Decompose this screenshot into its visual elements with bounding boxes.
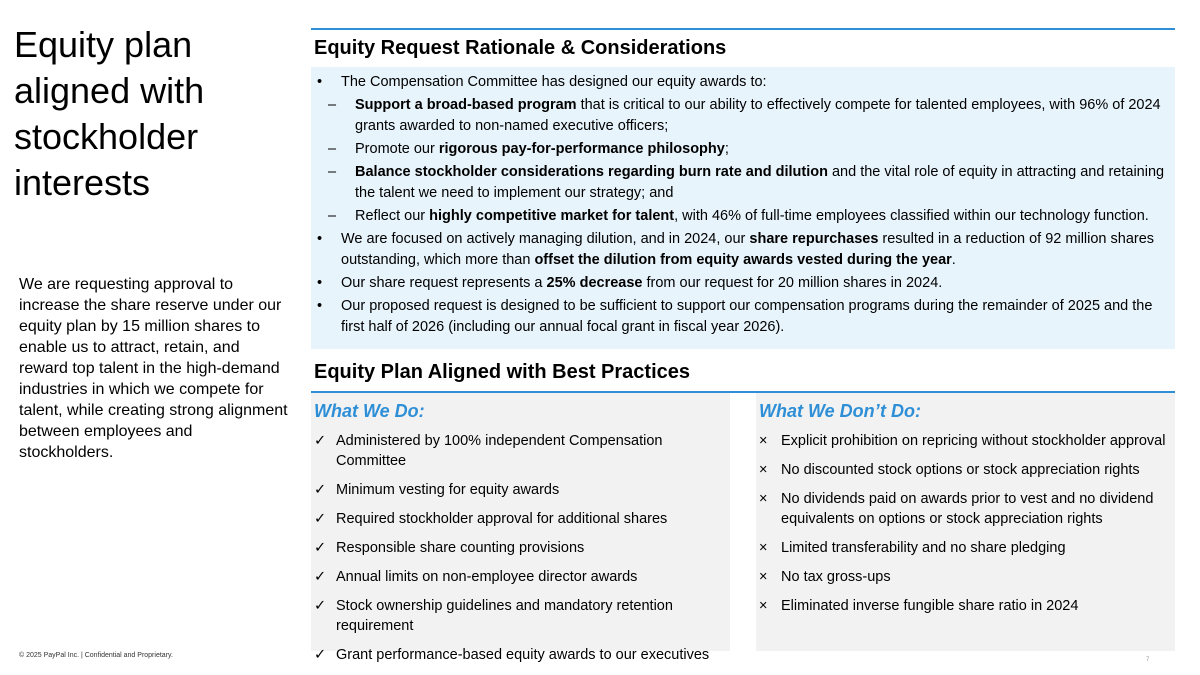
list-item (756, 431, 1175, 451)
list-item (311, 509, 730, 529)
bullet-text: Reflect our (355, 208, 430, 224)
item-text: No dividends paid on awards prior to vest and no dividend equivalents on options or stock appreciation rights (781, 491, 1154, 527)
emphasis-text: rigorous pay-for-performance philosophy (438, 141, 725, 157)
list-item (311, 538, 730, 558)
rationale-list (311, 72, 1167, 338)
section-divider (311, 28, 1175, 30)
dash-marker: – (328, 97, 337, 113)
item-text: Grant performance-based equity awards to our executives (336, 647, 710, 663)
best-practices-heading: Equity Plan Aligned with Best Practices (314, 361, 691, 383)
item-text: Required stockholder approval for additional shares (336, 511, 668, 527)
what-we-do-heading: What We Do: (314, 401, 425, 421)
cross-icon: × (759, 491, 768, 507)
page-number: 7 (1146, 657, 1150, 663)
emphasis-text: 25% decrease (546, 275, 643, 291)
list-item (311, 480, 730, 500)
what-we-dont-do-list (756, 431, 1175, 625)
bullet-text: and the vital role of equity in attracting and retaining the talent we need to implement our strategy; and (355, 164, 1165, 201)
emphasis-text: Support a broad-based program (355, 97, 577, 113)
item-text: Eliminated inverse fungible share ratio in 2024 (781, 598, 1079, 614)
cross-icon: × (759, 569, 768, 585)
emphasis-text: share repurchases (749, 231, 879, 247)
list-item (311, 273, 1167, 294)
page-title: Equity plan aligned with stockholder interests (14, 24, 205, 203)
check-icon: ✓ (314, 598, 327, 614)
dash-marker: – (328, 164, 337, 180)
what-we-do-panel (311, 393, 730, 663)
item-text: Limited transferability and no share pledging (781, 540, 1066, 556)
emphasis-text: highly competitive market for talent (429, 208, 675, 224)
footer-text: © 2025 PayPal Inc. | Confidential and Proprietary. (19, 652, 173, 659)
item-text: No discounted stock options or stock appreciation rights (781, 462, 1140, 478)
cross-icon: × (759, 540, 768, 556)
bullet-text: . (951, 252, 956, 268)
bullet-marker: • (317, 231, 323, 247)
bullet-text: that is critical to our ability to effectively compete for talented employees, with 96% of 2024 grants awarded to non-named executive officers; (355, 97, 1161, 134)
emphasis-text: Balance stockholder considerations regarding burn rate and dilution (355, 164, 828, 180)
bullet-text: from our request for 20 million shares in 2024. (642, 275, 943, 291)
check-icon: ✓ (314, 433, 327, 449)
list-item (311, 296, 1167, 338)
list-item (756, 460, 1175, 480)
what-we-dont-do-heading: What We Don’t Do: (759, 401, 921, 421)
check-icon: ✓ (314, 569, 327, 585)
list-item (756, 489, 1175, 529)
item-text: Explicit prohibition on repricing without stockholder approval (781, 433, 1166, 449)
item-text: Administered by 100% independent Compensation Committee (336, 433, 663, 469)
list-item (311, 162, 1167, 204)
item-text: Stock ownership guidelines and mandatory retention requirement (336, 598, 673, 634)
item-text: Minimum vesting for equity awards (336, 482, 560, 498)
bullet-text: Our share request represents a (341, 275, 547, 291)
item-text: Annual limits on non-employee director awards (336, 569, 638, 585)
bullet-text: Our proposed request is designed to be sufficient to support our compensation programs during the remainder of 2025 and the first half of 2026 (including our annual focal grant in fiscal year 2026). (341, 298, 1153, 335)
list-item (756, 538, 1175, 558)
bullet-text: Promote our (355, 141, 439, 157)
list-item (311, 206, 1167, 227)
check-icon: ✓ (314, 511, 327, 527)
check-icon: ✓ (314, 540, 327, 556)
item-text: Responsible share counting provisions (336, 540, 585, 556)
bullet-text: ; (724, 141, 729, 157)
check-icon: ✓ (314, 647, 327, 663)
rationale-heading: Equity Request Rationale & Considerations (314, 37, 727, 59)
what-we-dont-do-panel (756, 393, 1175, 651)
bullet-text: The Compensation Committee has designed our equity awards to: (341, 74, 767, 90)
bullet-text: resulted in a reduction of 92 million shares outstanding, which more than (341, 231, 1155, 268)
list-item (311, 596, 730, 636)
rationale-panel (311, 67, 1175, 349)
list-item (311, 229, 1167, 271)
bullet-text: We are focused on actively managing dilution, and in 2024, our (341, 231, 750, 247)
list-item (311, 139, 1167, 160)
cross-icon: × (759, 598, 768, 614)
list-item (311, 95, 1167, 137)
list-item (311, 431, 730, 471)
cross-icon: × (759, 462, 768, 478)
item-text: No tax gross-ups (781, 569, 891, 585)
cross-icon: × (759, 433, 768, 449)
bullet-marker: • (317, 74, 323, 90)
bullet-marker: • (317, 275, 323, 291)
list-item (756, 596, 1175, 616)
intro-paragraph: We are requesting approval to increase the share reserve under our equity plan by 15 million shares to enable us to attract, retain, and reward top talent in the high-demand industries in which we compete for talent, while creating strong alignment between employees and stockholders. (19, 276, 288, 461)
bullet-marker: • (317, 298, 323, 314)
check-icon: ✓ (314, 482, 327, 498)
list-item (311, 72, 1167, 93)
bullet-text: , with 46% of full-time employees classified within our technology function. (674, 208, 1149, 224)
emphasis-text: offset the dilution from equity awards vested during the year (534, 252, 952, 268)
what-we-do-list (311, 431, 730, 674)
dash-marker: – (328, 141, 337, 157)
list-item (311, 645, 730, 665)
dash-marker: – (328, 208, 337, 224)
list-item (311, 567, 730, 587)
list-item (756, 567, 1175, 587)
